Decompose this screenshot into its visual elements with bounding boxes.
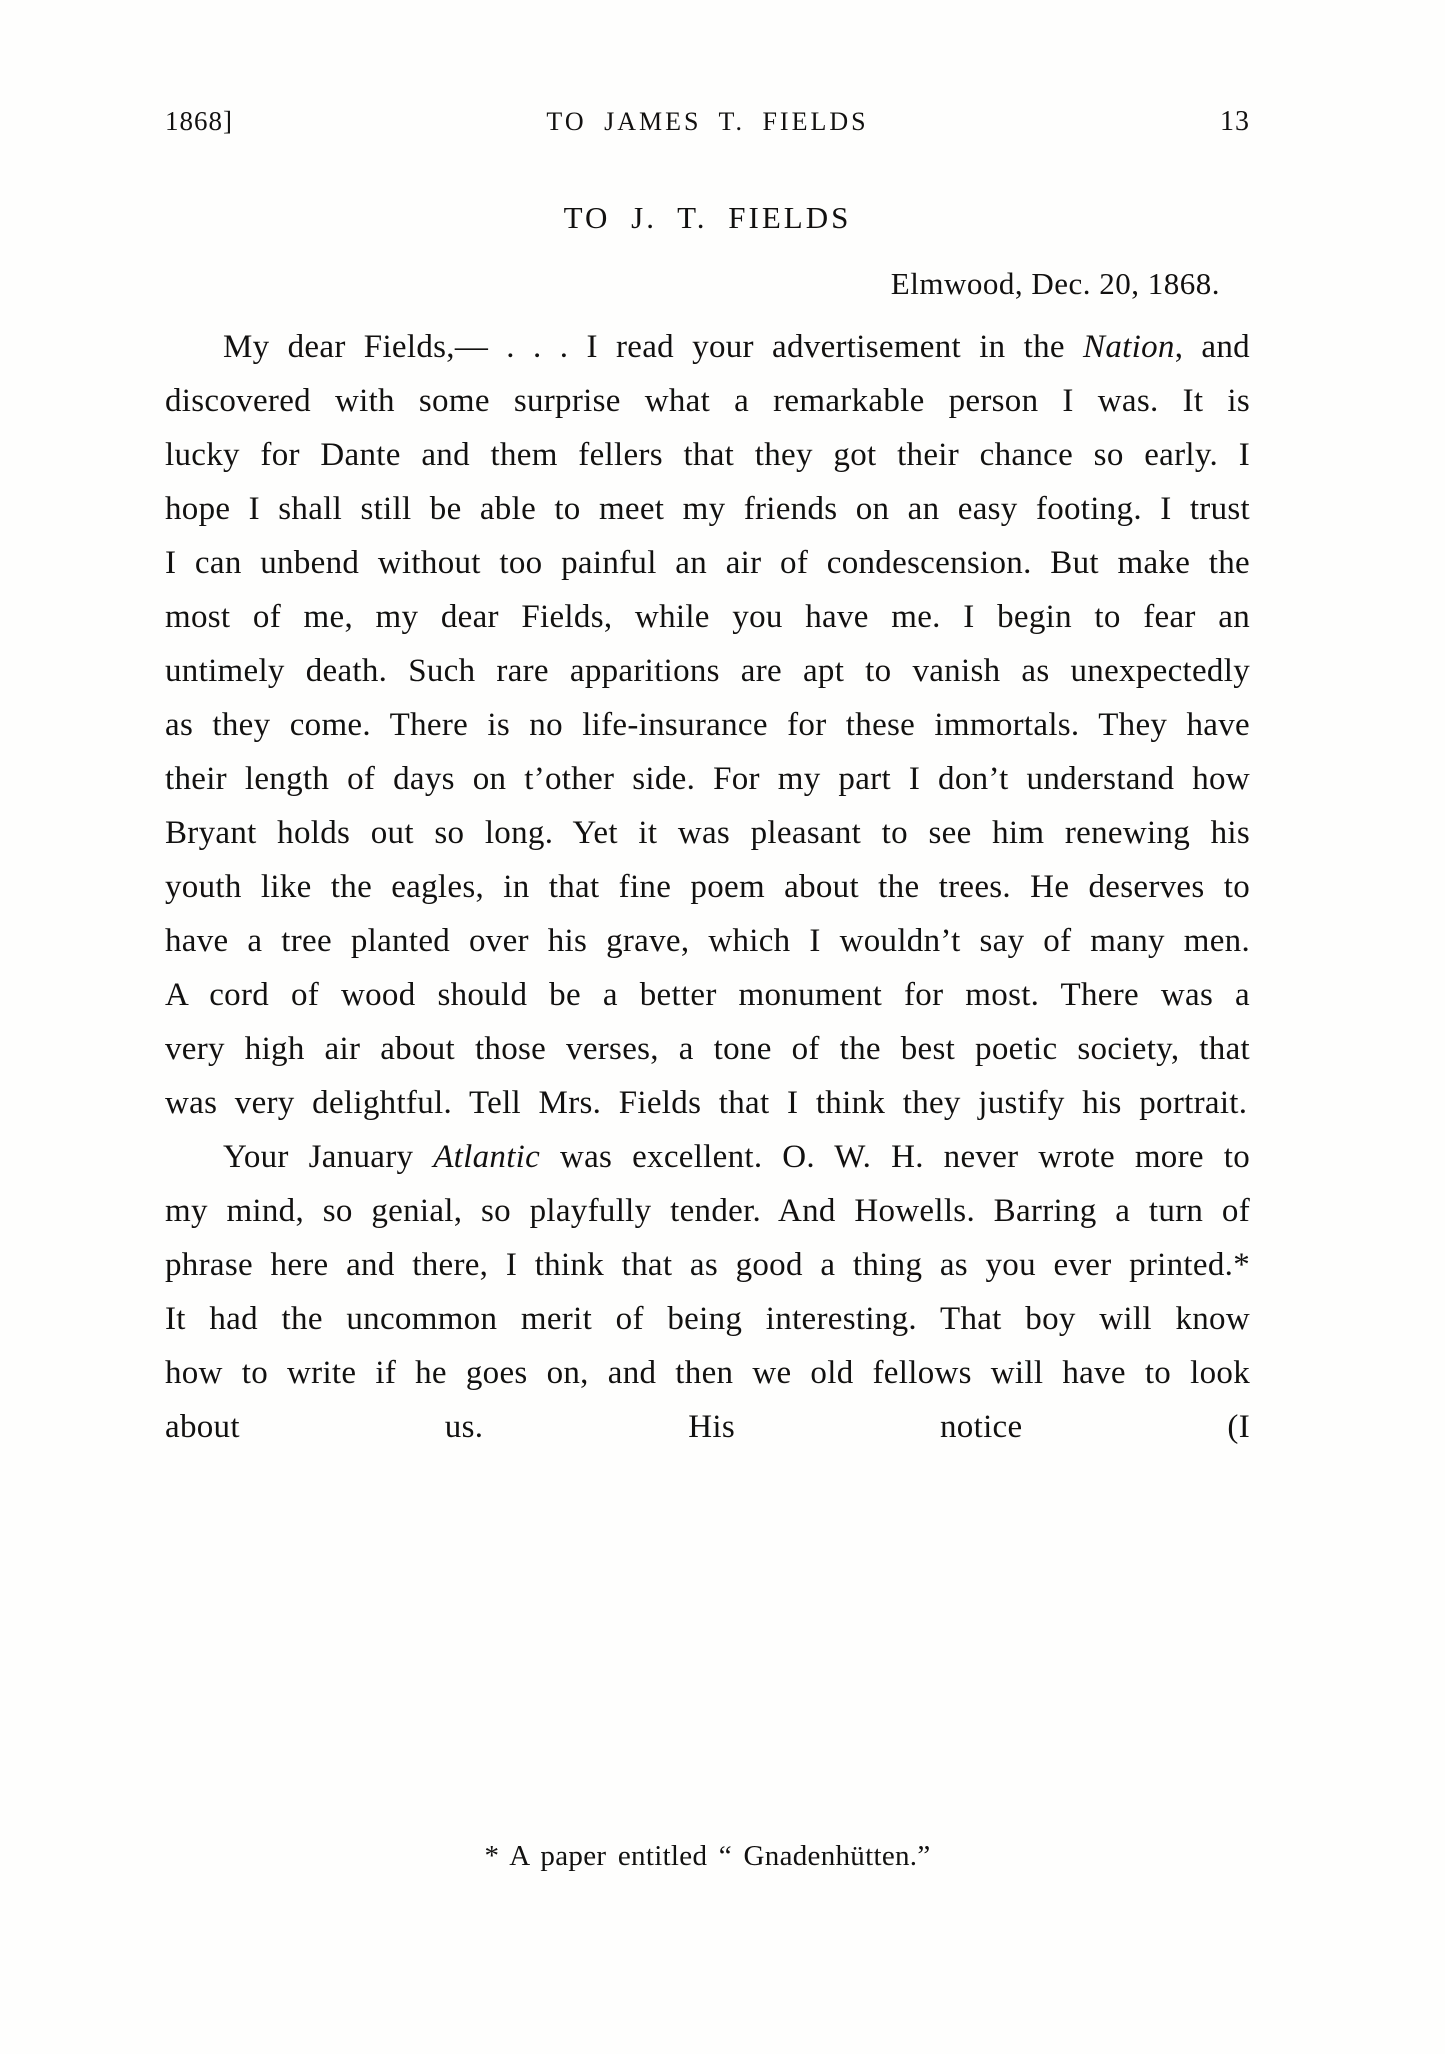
letter-paragraph [165,1130,1250,1454]
text-segment: Your January [223,1139,434,1175]
italic-text-segment: Atlantic [433,1139,541,1175]
text-segment: , and discovered with some surprise what a remarkable person I was. It is lucky for Dante and them fellers that they got their chance so early. I hope I shall still be able to meet my friends on an easy footing. I trust I can unbend without too painful an air of condescension. But make the most of me, my dear Fields, while you have me. I begin to fear an untimely death. Such rare apparitions are apt to vanish as unexpectedly as they come. There is no life-insurance for these immortals. They have their length of days on t’other side. For my part I don’t understand how Bryant holds out so long. Yet it was pleasant to see him renewing his youth like the eagles, in that fine poem about the trees. He deserves to have a tree planted over his grave, which I wouldn’t say of many men. A cord of wood should be a better monument for most. There was a very high air about those verses, a tone of the best poetic society, that was very delightful. Tell Mrs. Fields that I think they justify his portrait. [165,329,1250,1121]
running-header [165,106,1250,138]
header-year-bracket: 1868] [165,106,233,136]
header-running-title: TO JAMES T. FIELDS [546,107,869,136]
letter-dateline: Elmwood, Dec. 20, 1868. [890,266,1220,301]
text-segment: My dear Fields,— . . . I read your advertisement in the [223,329,1084,365]
letter-heading: TO J. T. FIELDS [563,200,852,235]
letter-paragraph [165,320,1250,1130]
footnote: * A paper entitled “ Gnadenhütten.” [484,1840,931,1872]
italic-text-segment: Nation [1083,329,1175,365]
text-segment: was excellent. O. W. H. never wrote more to my mind, so genial, so playfully tender. And Howells. Barring a turn of phrase here and there, I think that as good a thing as you ever printed.* It had the uncommon merit of being interesting. That boy will know how to write if he goes on, and then we old fellows will have to look about us. His notice (I [165,1139,1250,1445]
header-page-number: 13 [1220,106,1250,137]
letter-body [165,320,1250,1454]
